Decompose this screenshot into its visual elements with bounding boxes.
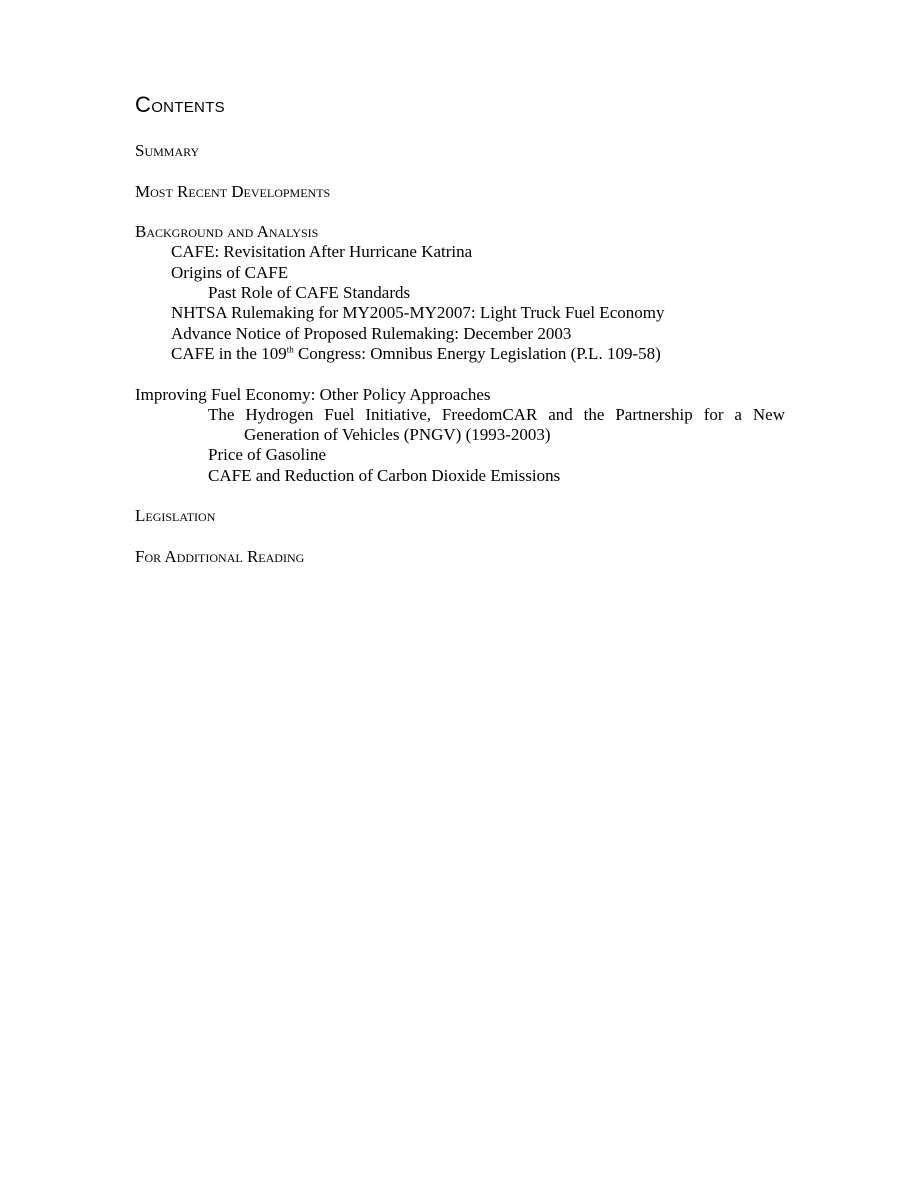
toc-entry-nhtsa-rulemaking: NHTSA Rulemaking for MY2005-MY2007: Light Truck Fuel Economy: [171, 303, 665, 323]
spacer: [135, 161, 785, 181]
spacer: [135, 202, 785, 222]
spacer: [135, 486, 785, 506]
toc-entry-hydrogen-fuel-initiative: The Hydrogen Fuel Initiative, FreedomCAR and the Partnership for a New Generation of Vehicles (PNGV) (1993-2003): [208, 404, 785, 445]
toc-entry-recent-developments: Most Recent Developments: [135, 181, 331, 201]
toc-entry-109th-congress: [135, 344, 785, 364]
toc-entry-carbon-dioxide: CAFE and Reduction of Carbon Dioxide Emissions: [208, 465, 561, 485]
spacer: [135, 527, 785, 547]
toc-entry-katrina: CAFE: Revisitation After Hurricane Katrina: [171, 242, 473, 262]
congress-superscript: th: [286, 344, 294, 355]
table-of-contents: [135, 141, 785, 567]
congress-prefix: CAFE in the 109: [171, 343, 287, 363]
toc-entry-additional-reading: For Additional Reading: [135, 546, 305, 566]
toc-entry-summary: Summary: [135, 141, 200, 160]
toc-entry-origins: Origins of CAFE: [171, 262, 289, 282]
page-title: Contents: [135, 92, 225, 117]
toc-entry-background: Background and Analysis: [135, 222, 319, 242]
spacer: [135, 364, 785, 384]
toc-entry-legislation: Legislation: [135, 506, 216, 526]
congress-suffix: Congress: Omnibus Energy Legislation (P.L. 109-58): [293, 343, 661, 363]
toc-entry-past-role: Past Role of CAFE Standards: [208, 283, 411, 303]
toc-entry-advance-notice: Advance Notice of Proposed Rulemaking: December 2003: [171, 323, 572, 343]
toc-entry-improving-fuel-economy: Improving Fuel Economy: Other Policy Approaches: [135, 384, 491, 404]
toc-entry-price-of-gasoline: Price of Gasoline: [208, 445, 327, 465]
